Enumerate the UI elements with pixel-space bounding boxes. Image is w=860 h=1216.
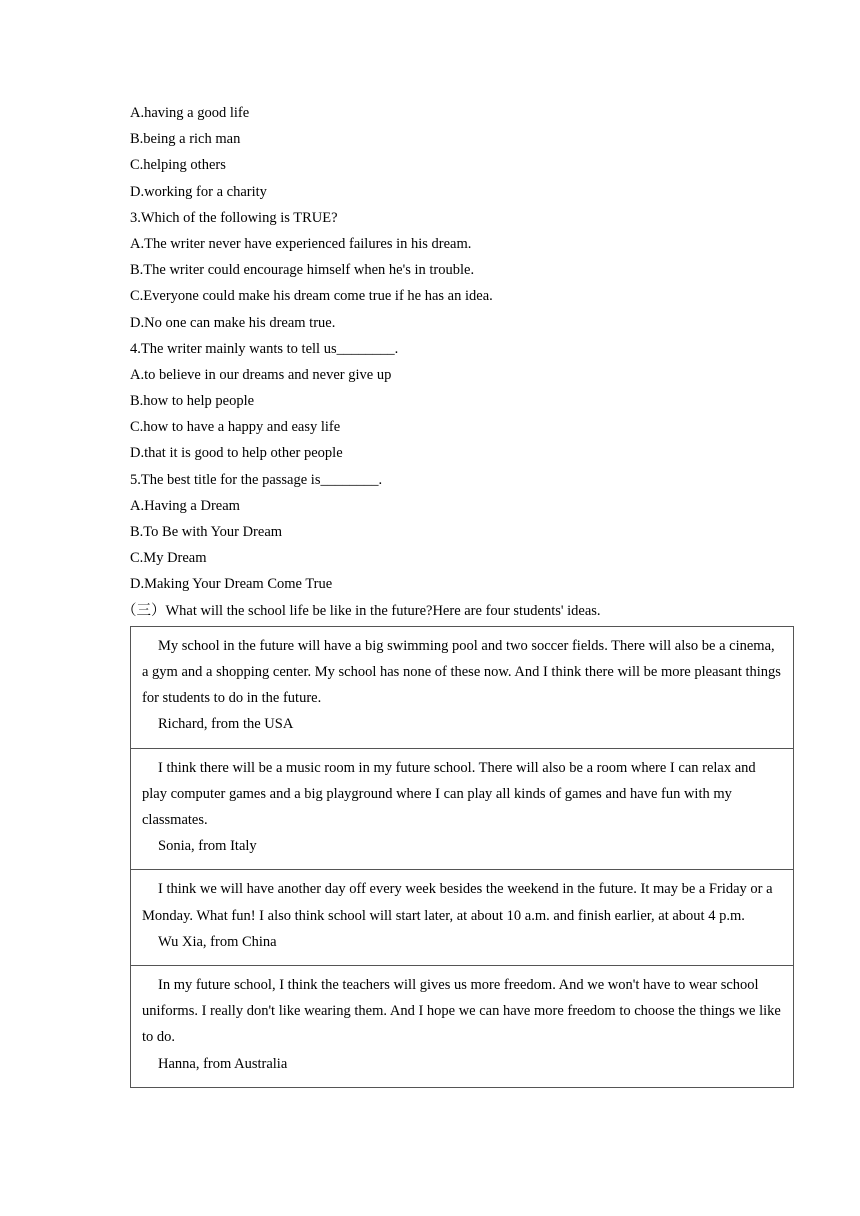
option-line: D.that it is good to help other people bbox=[130, 445, 343, 462]
option-line: D.working for a charity bbox=[130, 183, 267, 200]
ideas-table bbox=[130, 626, 794, 1088]
idea-text: I think we will have another day off every week besides the weekend in the future. It may be a Friday or a Monday. What fun! I also think school will start later, at about 10 a.m. and finish earlier, at about 4 p.m. bbox=[142, 881, 773, 924]
table-row bbox=[131, 965, 794, 1087]
idea-text: In my future school, I think the teachers will gives us more freedom. And we won't have to wear school uniforms. I really don't like wearing them. And I hope we can have more freedom to choose the things we like to do. bbox=[142, 976, 781, 1046]
option-line: C.Everyone could make his dream come true if he has an idea. bbox=[130, 288, 493, 305]
option-line: D.No one can make his dream true. bbox=[130, 314, 336, 331]
table-row bbox=[131, 626, 794, 748]
option-line: A.having a good life bbox=[130, 105, 250, 121]
option-line: B.To Be with Your Dream bbox=[130, 524, 283, 540]
section-heading: （三）What will the school life be like in the future?Here are four students' ideas. bbox=[122, 602, 601, 619]
option-line: A.to believe in our dreams and never give up bbox=[130, 366, 392, 383]
option-line: C.helping others bbox=[130, 157, 226, 174]
option-line: C.how to have a happy and easy life bbox=[130, 419, 341, 436]
option-line: A.The writer never have experienced failures in his dream. bbox=[130, 235, 472, 252]
option-line: A.Having a Dream bbox=[130, 497, 240, 514]
table-row bbox=[131, 748, 794, 870]
idea-text: My school in the future will have a big swimming pool and two soccer fields. There will also be a cinema, a gym and a shopping center. My school has none of these now. And I think there will be more pleasant things for students to do in the future. bbox=[142, 637, 781, 707]
document-page bbox=[122, 100, 794, 1088]
idea-author: Richard, from the USA bbox=[158, 716, 294, 733]
idea-author: Sonia, from Italy bbox=[158, 838, 257, 855]
question-line: 4.The writer mainly wants to tell us________. bbox=[130, 340, 399, 357]
table-row bbox=[131, 870, 794, 966]
option-line: B.being a rich man bbox=[130, 131, 241, 148]
question-options-block bbox=[130, 100, 794, 598]
idea-cell bbox=[131, 870, 794, 966]
option-line: B.The writer could encourage himself when he's in trouble. bbox=[130, 262, 475, 279]
idea-author: Hanna, from Australia bbox=[158, 1055, 288, 1072]
idea-author: Wu Xia, from China bbox=[158, 933, 277, 950]
idea-text: I think there will be a music room in my future school. There will also be a room where I can relax and play computer games and a big playground where I can play all kinds of games and have fun with my classmates. bbox=[142, 759, 756, 828]
option-line: C.My Dream bbox=[130, 550, 207, 567]
option-line: D.Making Your Dream Come True bbox=[130, 576, 333, 593]
idea-cell bbox=[131, 626, 794, 748]
question-line: 5.The best title for the passage is________. bbox=[130, 471, 383, 488]
idea-cell bbox=[131, 965, 794, 1087]
idea-cell bbox=[131, 748, 794, 870]
option-line: B.how to help people bbox=[130, 393, 255, 410]
question-line: 3.Which of the following is TRUE? bbox=[130, 209, 338, 226]
